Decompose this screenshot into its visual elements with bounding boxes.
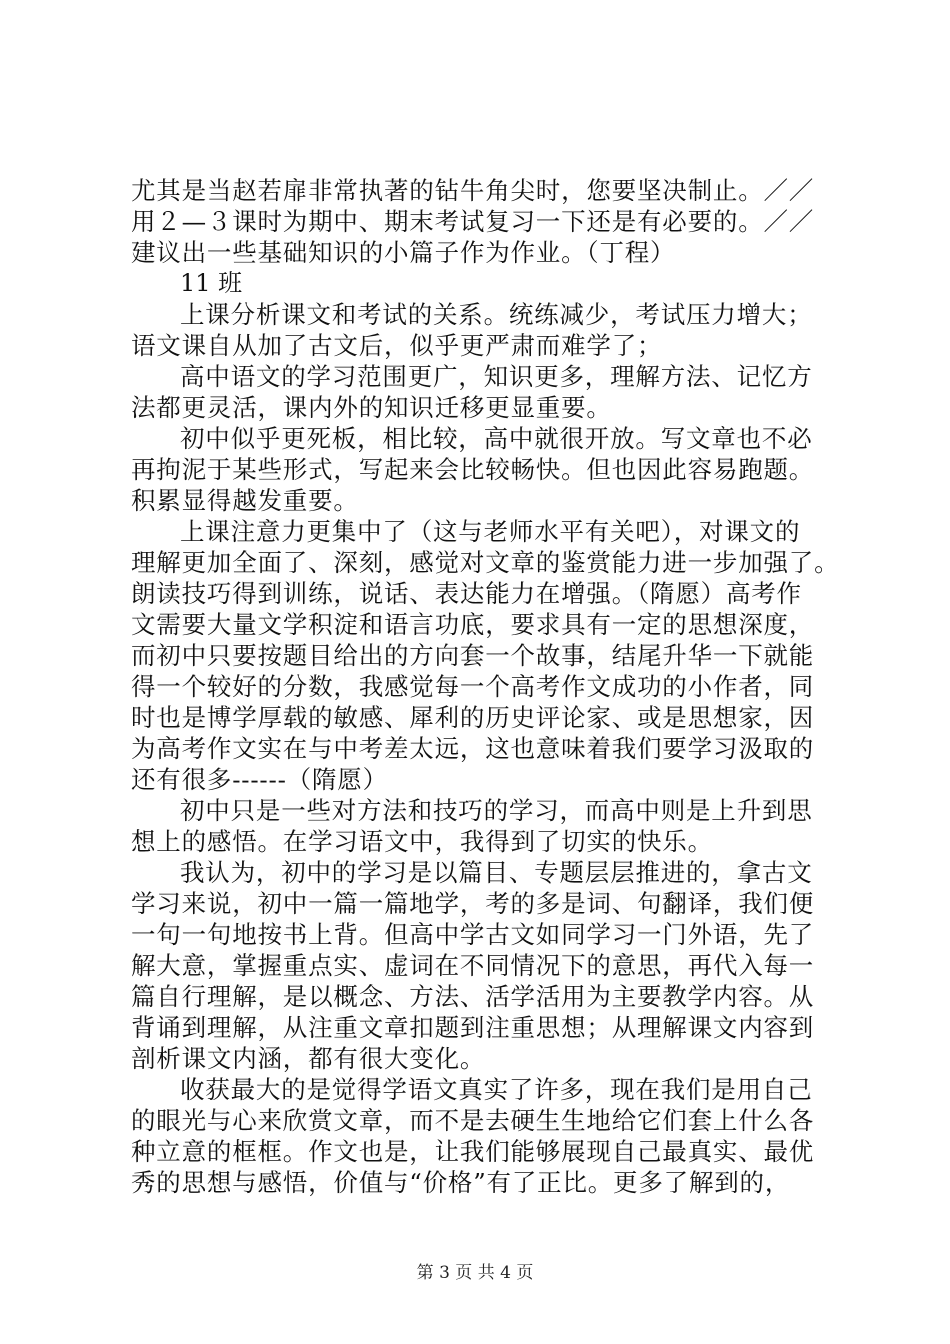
text-line: 上课分析课文和考试的关系。统练减少，考试压力增大； [180,300,813,329]
text-line: 而初中只要按题目给出的方向套一个故事，结尾升华一下就能 [131,641,815,670]
text-line: 朗读技巧得到训练，说话、表达能力在增强。（隋愿）高考作 [131,579,802,608]
text-line: 初中只是一些对方法和技巧的学习，而高中则是上升到思 [180,796,813,825]
text-line: 一句一句地按书上背。但高中学古文如同学习一门外语，先了 [131,920,815,949]
text-line: 秀的思想与感悟，价值与“价格”有了正比。更多了解到的， [131,1168,791,1197]
text-line: 法都更灵活，课内外的知识迁移更显重要。 [131,393,612,422]
text-line: 文需要大量文学积淀和语言功底，要求具有一定的思想深度， [131,610,815,639]
text-line: 解大意，掌握重点实、虚词在不同情况下的意思，再代入每一 [131,951,815,980]
text-line: 的眼光与心来欣赏文章，而不是去硬生生地给它们套上什么各 [131,1106,815,1135]
text-line: 种立意的框框。作文也是，让我们能够展现自己最真实、最优 [131,1137,815,1166]
text-line: 篇自行理解，是以概念、方法、活学活用为主要教学内容。从 [131,982,815,1011]
text-line: 背诵到理解，从注重文章扣题到注重思想；从理解课文内容到 [131,1013,815,1042]
text-line: 我认为，初中的学习是以篇目、专题层层推进的，拿古文 [180,858,813,887]
text-line: 上课注意力更集中了（这与老师水平有关吧），对课文的 [180,517,801,546]
text-line: 得一个较好的分数，我感觉每一个高考作文成功的小作者，同 [131,672,815,701]
document-body [131,175,840,1198]
text-line: 积累显得越发重要。 [131,486,359,515]
text-line: 想上的感悟。在学习语文中，我得到了切实的快乐。 [131,827,713,856]
text-line: 用２—３课时为期中、期末考试复习一下还是有必要的。／／ [131,207,815,236]
text-line: 学习来说，初中一篇一篇地学，考的多是词、句翻译，我们便 [131,889,815,918]
text-line: 尤其是当赵若扉非常执著的钻牛角尖时，您要坚决制止。／／ [131,176,815,205]
text-line: 语文课自从加了古文后，似乎更严肃而难学了； [131,331,663,360]
text-line: 时也是博学厚载的敏感、犀利的历史评论家、或是思想家，因 [131,703,815,732]
text-line: 高中语文的学习范围更广，知识更多，理解方法、记忆方 [180,362,813,391]
text-line: 为高考作文实在与中考差太远，这也意味着我们要学习汲取的 [131,734,815,763]
text-line: 再拘泥于某些形式，写起来会比较畅快。但也因此容易跑题。 [131,455,815,484]
text-line: 收获最大的是觉得学语文真实了许多，现在我们是用自己 [180,1075,813,1104]
section-heading: 11 班 [180,269,243,297]
text-line: 理解更加全面了、深刻，感觉对文章的鉴赏能力进一步加强了。 [131,548,840,577]
text-line: 建议出一些基础知识的小篇子作为作业。（丁程） [131,238,676,267]
text-line: 初中似乎更死板，相比较，高中就很开放。写文章也不必 [180,424,813,453]
text-line: 剖析课文内涵，都有很大变化。 [131,1044,486,1073]
text-line: 还有很多------（隋愿） [131,765,388,794]
page-footer: 第 3 页 共 4 页 [416,1263,534,1283]
